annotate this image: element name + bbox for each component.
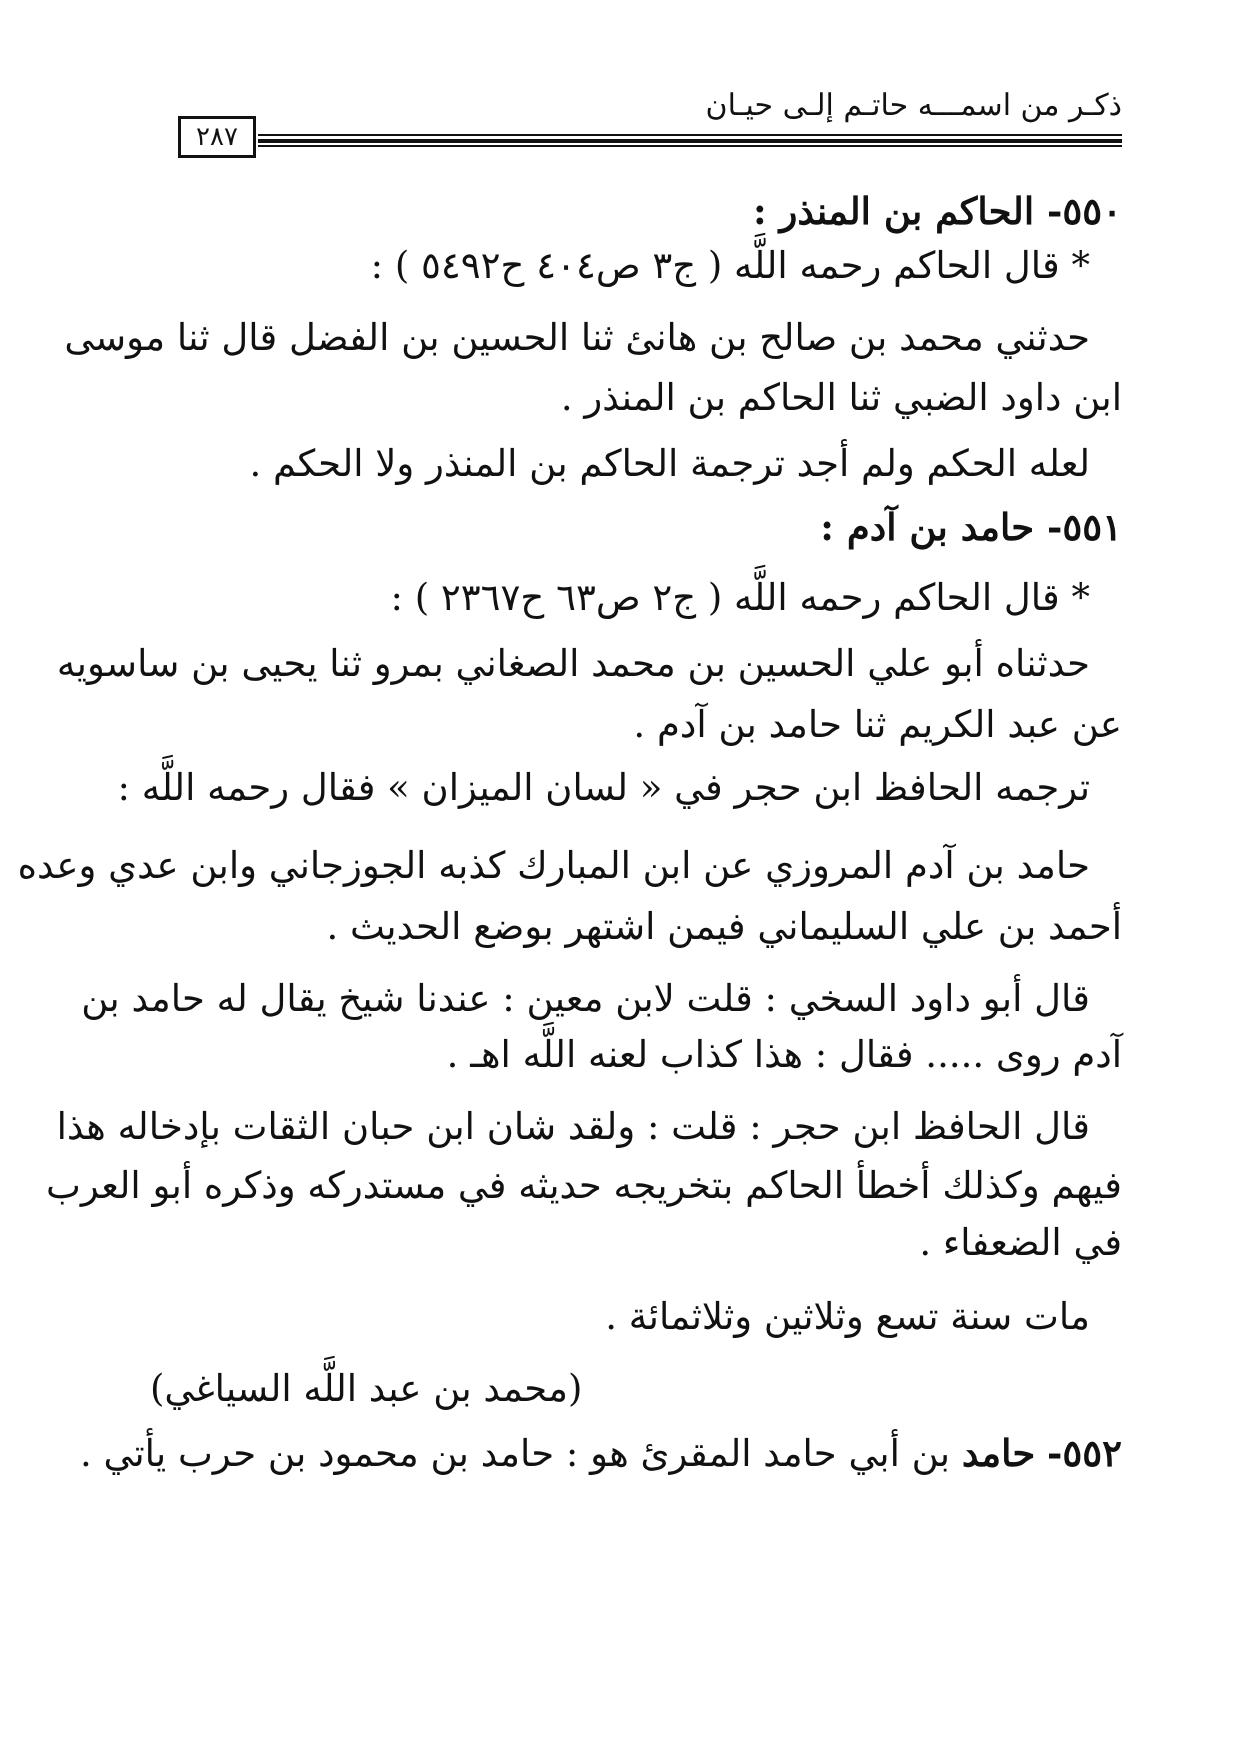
entry-551-quote-line1: قال أبو داود السخي : قلت لابن معين : عندنا شيخ يقال له حامد بن bbox=[81, 977, 1090, 1020]
entry-name: الحاكم بن المنذر : bbox=[753, 189, 1035, 233]
page-number: ٢٨٧ bbox=[178, 116, 256, 158]
entry-551-text-line2: عن عبد الكريم ثنا حامد بن آدم . bbox=[633, 703, 1122, 746]
entry-551-bio-line2: أحمد بن علي السليماني فيمن اشتهر بوضع الحديث . bbox=[326, 905, 1122, 948]
entry-550-source: * قال الحاكم رحمه اللَّه ( ج٣ ص٤٠٤ ح٥٤٩٢ ) : bbox=[370, 244, 1090, 287]
entry-name: حامد bbox=[961, 1431, 1036, 1475]
entry-551-author: (محمد بن عبد اللَّه السياغي) bbox=[150, 1367, 583, 1410]
entry-551-bio-intro: ترجمه الحافظ ابن حجر في « لسان الميزان » فقال رحمه اللَّه : bbox=[117, 766, 1090, 809]
entry-551-text-line1: حدثناه أبو علي الحسين بن محمد الصغاني بمرو ثنا يحيى بن ساسويه bbox=[56, 642, 1090, 685]
entry-550-note: لعله الحكم ولم أجد ترجمة الحاكم بن المنذر ولا الحكم . bbox=[249, 442, 1090, 485]
entry-551-bio-line1: حامد بن آدم المروزي عن ابن المبارك كذبه الجوزجاني وابن عدي وعده bbox=[17, 844, 1090, 887]
entry-550-heading bbox=[168, 188, 1122, 234]
entry-name: حامد بن آدم : bbox=[820, 505, 1035, 549]
entry-550-text-line1: حدثني محمد بن صالح بن هانئ ثنا الحسين بن الفضل قال ثنا موسى bbox=[64, 316, 1090, 359]
entry-number: ٥٥١- bbox=[1047, 505, 1122, 549]
header-rule bbox=[258, 134, 1122, 148]
running-header-title: ذكـر من اسمـــه حاتـم إلـى حيـان bbox=[705, 88, 1122, 123]
entry-552-line bbox=[79, 1430, 1122, 1477]
entry-551-hajar-line1: قال الحافظ ابن حجر : قلت : ولقد شان ابن حبان الثقات بإدخاله هذا bbox=[56, 1105, 1090, 1148]
entry-551-hajar-line2: فيهم وكذلك أخطأ الحاكم بتخريجه حديثه في مستدركه وذكره أبو العرب bbox=[46, 1164, 1122, 1207]
entry-550-text-line2: ابن داود الضبي ثنا الحاكم بن المنذر . bbox=[560, 376, 1122, 419]
entry-551-hajar-line3: في الضعفاء . bbox=[919, 1221, 1122, 1264]
entry-551-quote-line2: آدم روى ..... فقال : هذا كذاب لعنه اللَّه اهـ . bbox=[446, 1033, 1122, 1076]
entry-551-heading bbox=[168, 504, 1122, 550]
entry-551-death: مات سنة تسع وثلاثين وثلاثمائة . bbox=[605, 1295, 1090, 1338]
entry-number: ٥٥٠- bbox=[1047, 189, 1122, 233]
entry-551-source: * قال الحاكم رحمه اللَّه ( ج٢ ص٦٣ ح٢٣٦٧ ) : bbox=[390, 576, 1090, 619]
entry-552-text: بن أبي حامد المقرئ هو : حامد بن محمود بن حرب يأتي . bbox=[79, 1432, 951, 1475]
entry-number: ٥٥٢- bbox=[1047, 1431, 1122, 1475]
